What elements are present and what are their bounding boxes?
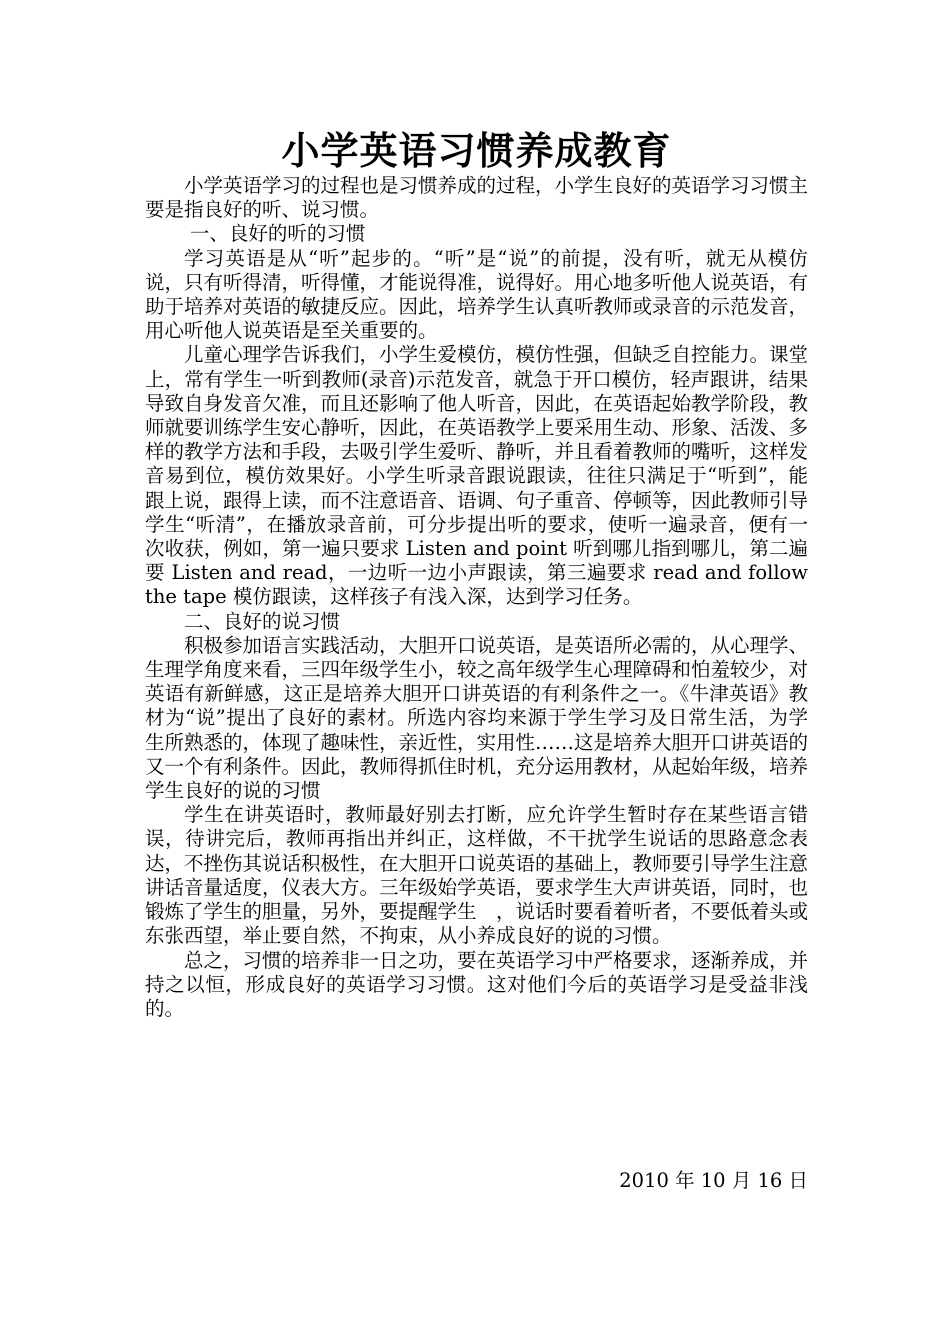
listening-paragraph-2: 儿童心理学告诉我们，小学生爱模仿，模仿性强，但缺乏自控能力。课堂上，常有学生一听到教师(录音)示范发音，就急于开口模仿，轻声跟讲，结果导致自身发音欠准，而且还影响了他人听音，因此，在英语起始教学阶段，教师就要训练学生安心静听，因此，在英语教学上要采用生动、形象、活泼、多样的教学方法和手段，去吸引学生爱听、静听，并且看着教师的嘴听，这样发音易到位，模仿效果好。小学生听录音跟说跟读，往往只满足于“听到”，能跟上说，跟得上读，而不注意语音、语调、句子重音、停顿等，因此教师引导学生“听清”，在播放录音前，可分步提出听的要求，使听一遍录音，便有一次收获，例如，第一遍只要求 Listen and point 听到哪儿指到哪儿，第二遍要 Listen and read，一边听一边小声跟读，第三遍要求 read and follow the tape 模仿跟读，这样孩子有浅入深，达到学习任务。 [145,343,809,609]
listening-paragraph-1: 学习英语是从“听”起步的。“听”是“说”的前提，没有听，就无从模仿说，只有听得清，听得懂，才能说得准，说得好。用心地多听他人说英语，有助于培养对英语的敏捷反应。因此，培养学生认真听教师或录音的示范发音，用心听他人说英语是至关重要的。 [145,246,809,343]
intro-paragraph: 小学英语学习的过程也是习惯养成的过程，小学生良好的英语学习习惯主要是指良好的听、说习惯。 [145,174,809,222]
section-heading-speaking: 二、良好的说习惯 [184,609,341,633]
document-body [145,128,808,1021]
speaking-paragraph-2: 学生在讲英语时，教师最好别去打断，应允许学生暂时存在某些语言错误，待讲完后，教师再指出并纠正，这样做，不干扰学生说话的思路意念表达，不挫伤其说话积极性，在大胆开口说英语的基础上，教师要引导学生注意讲话音量适度，仪表大方。三年级始学英语，要求学生大声讲英语，同时，也锻炼了学生的胆量，另外，要提醒学生 ，说话时要看着听者，不要低着头或东张西望，举止要自然，不拘束，从小养成良好的说的习惯。 [145,803,809,948]
section-heading-listening: 一、良好的听的习惯 [189,222,366,246]
document-title: 小学英语习惯养成教育 [281,128,672,173]
conclusion-paragraph: 总之，习惯的培养非一日之功，要在英语学习中严格要求，逐渐养成，并持之以恒，形成良好的英语学习习惯。这对他们今后的英语学习是受益非浅的。 [145,948,809,1020]
speaking-paragraph-1: 积极参加语言实践活动，大胆开口说英语，是英语所必需的，从心理学、生理学角度来看，三四年级学生小，较之高年级学生心理障碍和怕羞较少，对英语有新鲜感，这正是培养大胆开口讲英语的有利条件之一。《牛津英语》教材为“说”提出了良好的素材。所选内容均来源于学生学习及日常生活，为学生所熟悉的，体现了趣味性，亲近性，实用性……这是培养大胆开口讲英语的又一个有利条件。因此，教师得抓住时机，充分运用教材，从起始年级，培养学生良好的说的习惯 [145,633,809,803]
document-date: 2010 年 10 月 16 日 [619,1169,808,1192]
